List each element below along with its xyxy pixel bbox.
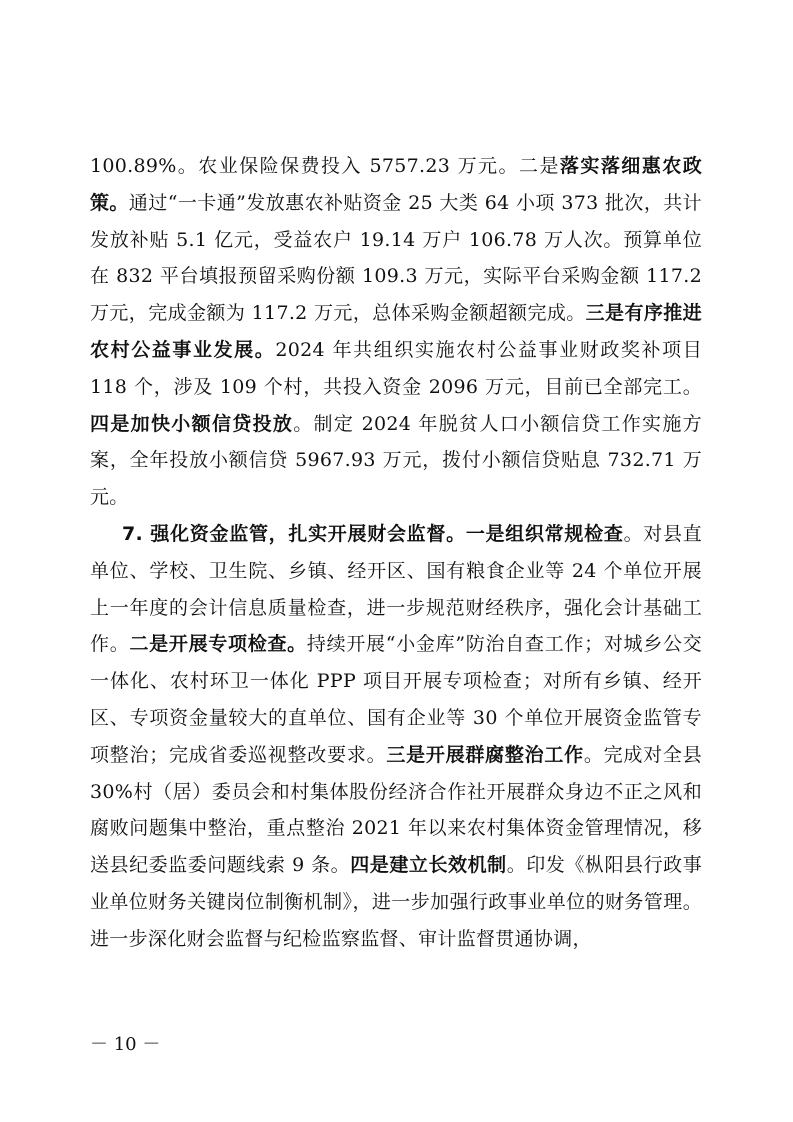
text-run: 。印发《枞阳县行政事业单位财务关键岗位制衡机制》，进一步加强行政事业单位的财务管理。进一步深化财会监督与纪检监察监督、审计监督贯通协调，	[90, 854, 702, 950]
text-run: 。完成对全县 30%村（居）委员会和村集体股份经济合作社开展群众身边不正之风和腐败问题集中整治，重点整治 2021 年以来农村集体资金管理情况，移送县纪委监委问题线索 9 条。	[90, 743, 702, 877]
paragraph-fund-supervision	[90, 516, 702, 958]
text-run: 持续开展“小金库”防治自查工作；对城乡公交一体化、农村环卫一体化 PPP 项目开展专项检查；对所有乡镇、经开区、专项资金量较大的直单位、国有企业等 30 个单位开展资金监管专项整治；完成省委巡视整改要求。	[90, 633, 702, 766]
text-run: 。对县直单位、学校、卫生院、乡镇、经开区、国有粮食企业等 24 个单位开展上一年度的会计信息质量检查，进一步规范财经秩序，强化会计基础工作。	[90, 522, 703, 656]
bold-heading-run: 二是开展专项检查。	[129, 633, 307, 656]
text-run: 通过“一卡通”发放惠农补贴资金 25 大类 64 小项 373 批次，共计发放补贴 5.1 亿元，受益农户 19.14 万户 106.78 万人次。预算单位在 832 平台填报预留采购份额 109.3 万元，实际平台采购金额 117.2 万元，完成金额为 117.2 万元，总体采购金额超额完成。	[90, 191, 702, 325]
body-text	[90, 148, 702, 958]
text-run: 。制定 2024 年脱贫人口小额信贷工作实施方案，全年投放小额信贷 5967.93 万元，拨付小额信贷贴息 732.71 万元。	[90, 412, 702, 509]
bold-heading-run: 四是建立长效机制	[350, 854, 507, 877]
bold-heading-run: 四是加快小额信贷投放	[90, 412, 294, 435]
paragraph-agriculture-policy	[90, 148, 702, 516]
bold-heading-run: 三是有序推进农村公益事业发展。	[90, 302, 702, 361]
text-run: 100.89%。农业保险保费投入 5757.23 万元。二是	[90, 155, 560, 177]
page-number: － 10 －	[90, 1034, 161, 1055]
bold-heading-run: 落实落细惠农政策。	[90, 155, 702, 214]
section-heading-run: 7. 强化资金监管，扎实开展财会监督。一是组织常规检查	[122, 522, 624, 545]
bold-heading-run: 三是开展群腐整治工作	[386, 743, 584, 766]
text-run: 2024 年共组织实施农村公益事业财政奖补项目 118 个，涉及 109 个村，共投入资金 2096 万元，目前已全部完工。	[90, 338, 703, 398]
